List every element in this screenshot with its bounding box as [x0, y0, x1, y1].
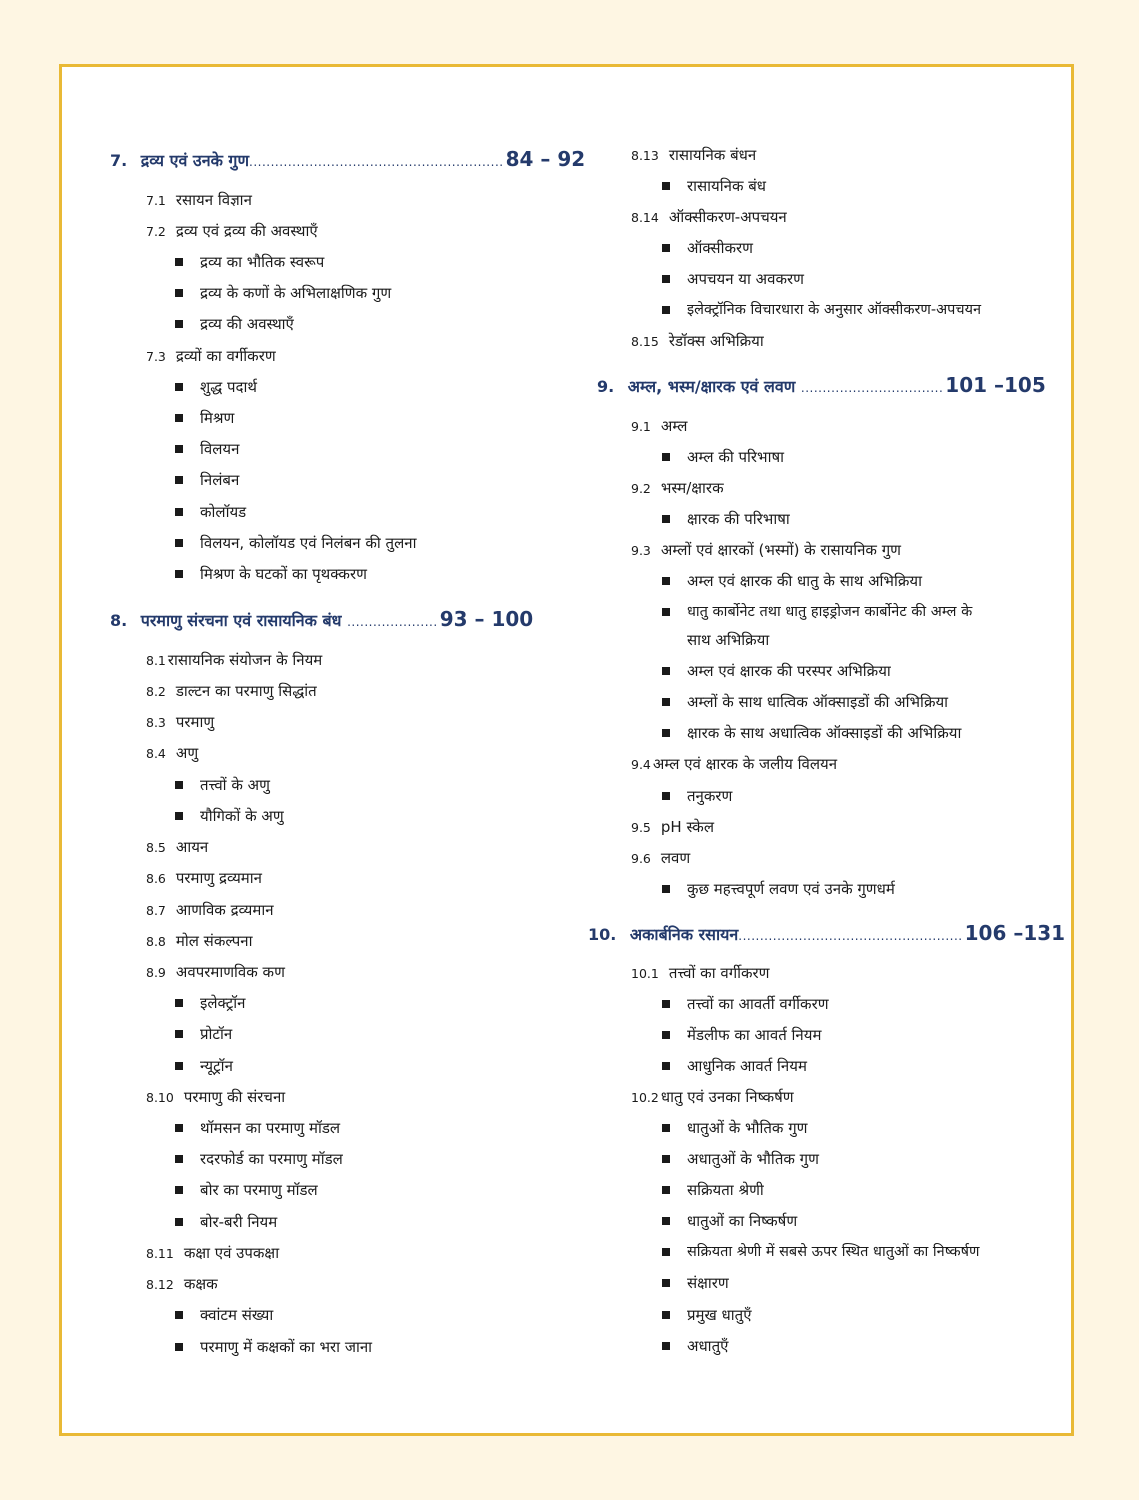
bullet-icon	[175, 414, 183, 422]
chapter-number: 8.	[110, 611, 128, 630]
section-title: अम्लों एवं क्षारकों (भस्मों) के रासायनिक गुण	[660, 541, 902, 559]
section-title: रासायनिक संयोजन के नियम	[167, 651, 323, 669]
item-text: तत्त्वों का आवर्ती वर्गीकरण	[687, 995, 829, 1013]
item-text: अधातुओं के भौतिक गुण	[687, 1150, 819, 1168]
item-text: द्रव्य की अवस्थाएँ	[200, 315, 294, 333]
section-number: 8.2	[146, 684, 166, 699]
section-title: रसायन विज्ञान	[175, 191, 252, 209]
bullet-icon	[175, 1218, 183, 1226]
section-title: परमाणु	[175, 713, 215, 731]
bullet-icon	[662, 698, 670, 706]
section-title: अम्ल	[660, 417, 688, 435]
bullet-icon	[175, 1155, 183, 1163]
item-text: प्रमुख धातुएँ	[687, 1306, 752, 1324]
section-title: परमाणु की संरचना	[183, 1088, 286, 1106]
item-text: कुछ महत्त्वपूर्ण लवण एवं उनके गुणधर्म	[687, 880, 895, 898]
bullet-icon	[175, 320, 183, 328]
list-item-continuation	[687, 630, 769, 650]
section-title: अम्ल एवं क्षारक के जलीय विलयन	[652, 755, 838, 773]
bullet-icon	[175, 1186, 183, 1194]
bullet-icon	[175, 1343, 183, 1351]
bullet-icon	[175, 258, 183, 266]
section-title: द्रव्य एवं द्रव्य की अवस्थाएँ	[175, 222, 318, 240]
section-number: 8.14	[631, 210, 659, 225]
item-text: क्वांटम संख्या	[200, 1306, 274, 1324]
bullet-icon	[662, 1279, 670, 1287]
section-number: 9.3	[631, 543, 651, 558]
item-text: यौगिकों के अणु	[200, 807, 284, 825]
chapter-title: परमाणु संरचना एवं रासायनिक बंध	[140, 611, 342, 630]
section-number: 8.10	[146, 1090, 174, 1105]
bullet-icon	[175, 476, 183, 484]
bullet-icon	[662, 1031, 670, 1039]
item-text: अपचयन या अवकरण	[687, 270, 804, 288]
item-text: बोर-बरी नियम	[200, 1213, 278, 1231]
section-title: द्रव्यों का वर्गीकरण	[175, 347, 276, 365]
section-title: लवण	[660, 849, 691, 867]
section-number: 10.2	[631, 1090, 659, 1105]
section-number: 8.11	[146, 1246, 174, 1261]
section-8-1[interactable]	[146, 650, 322, 671]
chapter-7-heading[interactable]	[110, 148, 585, 173]
section-number: 7.2	[146, 224, 166, 239]
bullet-icon	[175, 570, 183, 578]
leader-dots: ....................................................	[738, 929, 963, 943]
leader-dots: .....................	[347, 615, 438, 629]
section-10-1[interactable]	[631, 963, 770, 984]
section-number: 8.7	[146, 903, 166, 918]
section-7-2[interactable]	[146, 221, 318, 242]
bullet-icon	[662, 244, 670, 252]
section-9-4[interactable]	[631, 754, 837, 775]
item-text: सक्रियता श्रेणी	[687, 1181, 764, 1199]
section-title: आणविक द्रव्यमान	[175, 901, 274, 919]
section-8-4[interactable]	[146, 743, 198, 764]
item-text: शुद्ध पदार्थ	[200, 378, 257, 396]
chapter-title: अम्ल, भस्म/क्षारक एवं लवण	[627, 377, 796, 396]
item-text: आधुनिक आवर्त नियम	[687, 1057, 807, 1075]
bullet-icon	[175, 508, 183, 516]
item-text: ऑक्सीकरण	[687, 239, 753, 257]
item-text: परमाणु में कक्षकों का भरा जाना	[200, 1338, 373, 1356]
section-8-9[interactable]	[146, 962, 285, 983]
section-8-11[interactable]	[146, 1243, 279, 1264]
item-text: अम्ल एवं क्षारक की परस्पर अभिक्रिया	[687, 662, 891, 680]
section-title: कक्षक	[183, 1275, 218, 1293]
bullet-icon	[175, 812, 183, 820]
bullet-icon	[662, 1000, 670, 1008]
item-text: मिश्रण	[200, 409, 235, 427]
item-text: निलंबन	[200, 471, 240, 489]
bullet-icon	[662, 1186, 670, 1194]
section-number: 8.9	[146, 965, 166, 980]
bullet-icon	[175, 999, 183, 1007]
bullet-icon	[662, 453, 670, 461]
leader-dots: ...........................................................	[249, 155, 504, 169]
item-text: विलयन, कोलॉयड एवं निलंबन की तुलना	[200, 534, 417, 552]
section-8-5[interactable]	[146, 837, 208, 858]
section-8-8[interactable]	[146, 931, 253, 952]
item-text: धातु कार्बोनेट तथा धातु हाइड्रोजन कार्बोनेट की अम्ल के	[687, 604, 973, 620]
page-range: 101 –105	[945, 373, 1046, 397]
section-title: मोल संकल्पना	[175, 932, 253, 950]
page-range: 93 – 100	[439, 607, 534, 631]
bullet-icon	[662, 667, 670, 675]
section-number: 8.3	[146, 715, 166, 730]
section-number: 9.2	[631, 481, 651, 496]
item-text: कोलॉयड	[200, 503, 247, 521]
item-text: द्रव्य के कणों के अभिलाक्षणिक गुण	[200, 284, 392, 302]
bullet-icon	[662, 1217, 670, 1225]
section-number: 9.4	[631, 757, 651, 772]
section-9-2[interactable]	[631, 478, 724, 499]
section-8-12[interactable]	[146, 1274, 218, 1295]
section-8-6[interactable]	[146, 868, 262, 889]
bullet-icon	[175, 781, 183, 789]
chapter-number: 7.	[110, 151, 128, 170]
chapter-number: 9.	[597, 377, 615, 396]
section-number: 7.3	[146, 349, 166, 364]
section-number: 9.6	[631, 851, 651, 866]
bullet-icon	[662, 182, 670, 190]
bullet-icon	[662, 515, 670, 523]
item-text: सक्रियता श्रेणी में सबसे ऊपर स्थित धातुओं का निष्कर्षण	[687, 1244, 980, 1260]
section-9-1[interactable]	[631, 416, 687, 437]
bullet-icon	[175, 383, 183, 391]
section-title: रासायनिक बंधन	[668, 146, 757, 164]
section-title: अवपरमाणविक कण	[175, 963, 285, 981]
bullet-icon	[175, 1030, 183, 1038]
section-title: कक्षा एवं उपकक्षा	[183, 1244, 280, 1262]
bullet-icon	[175, 445, 183, 453]
section-number: 8.13	[631, 148, 659, 163]
chapter-title: अकार्बनिक रसायन	[629, 925, 739, 944]
section-number: 10.1	[631, 966, 659, 981]
section-7-1[interactable]	[146, 190, 252, 211]
chapter-number: 10.	[588, 925, 617, 944]
item-text: इलेक्ट्रॉनिक विचारधारा के अनुसार ऑक्सीकरण-अपचयन	[687, 302, 982, 318]
bullet-icon	[175, 1311, 183, 1319]
item-text: न्यूट्रॉन	[200, 1057, 233, 1075]
section-9-3[interactable]	[631, 540, 901, 561]
bullet-icon	[662, 577, 670, 585]
item-text: अम्लों के साथ धात्विक ऑक्साइडों की अभिक्रिया	[687, 693, 949, 711]
section-title: pH स्केल	[660, 818, 714, 836]
section-9-5[interactable]	[631, 817, 714, 838]
item-text: प्रोटॉन	[200, 1025, 233, 1043]
section-title: आयन	[175, 838, 209, 856]
bullet-icon	[662, 1311, 670, 1319]
bullet-icon	[175, 1062, 183, 1070]
section-8-13[interactable]	[631, 145, 756, 166]
page-range: 84 – 92	[505, 147, 586, 171]
section-number: 8.15	[631, 334, 659, 349]
section-title: रेडॉक्स अभिक्रिया	[668, 332, 764, 350]
bullet-icon	[662, 1124, 670, 1132]
bullet-icon	[662, 608, 670, 616]
chapter-title: द्रव्य एवं उनके गुण	[140, 151, 250, 170]
chapter-9-heading[interactable]	[597, 374, 1046, 399]
item-text: तनुकरण	[687, 787, 733, 805]
item-text: बोर का परमाणु मॉडल	[200, 1181, 318, 1199]
item-text: क्षारक के साथ अधात्विक ऑक्साइडों की अभिक्रिया	[687, 724, 962, 742]
chapter-8-heading[interactable]	[110, 608, 533, 633]
bullet-icon	[175, 1124, 183, 1132]
section-number: 9.5	[631, 820, 651, 835]
bullet-icon	[662, 1155, 670, 1163]
section-title: भस्म/क्षारक	[660, 479, 724, 497]
item-text: धातुओं के भौतिक गुण	[687, 1119, 808, 1137]
section-7-3[interactable]	[146, 346, 276, 367]
section-number: 8.6	[146, 871, 166, 886]
item-text: रासायनिक बंध	[687, 177, 767, 195]
item-text: तत्त्वों के अणु	[200, 776, 270, 794]
section-number: 8.8	[146, 934, 166, 949]
bullet-icon	[175, 539, 183, 547]
bullet-icon	[662, 275, 670, 283]
item-text: मिश्रण के घटकों का पृथक्करण	[200, 565, 367, 583]
section-title: अणु	[175, 744, 199, 762]
section-title: धातु एवं उनका निष्कर्षण	[660, 1088, 794, 1106]
section-number: 8.5	[146, 840, 166, 855]
section-8-15[interactable]	[631, 331, 764, 352]
item-text: क्षारक की परिभाषा	[687, 510, 790, 528]
section-number: 8.4	[146, 746, 166, 761]
section-9-6[interactable]	[631, 848, 690, 869]
bullet-icon	[175, 289, 183, 297]
item-text: थॉमसन का परमाणु मॉडल	[200, 1119, 341, 1137]
item-text: रदरफोर्ड का परमाणु मॉडल	[200, 1150, 343, 1168]
bullet-icon	[662, 1248, 670, 1256]
item-text: धातुओं का निष्कर्षण	[687, 1212, 798, 1230]
bullet-icon	[662, 1062, 670, 1070]
section-number: 8.1	[146, 653, 166, 668]
item-text: साथ अभिक्रिया	[687, 631, 770, 649]
chapter-10-heading[interactable]	[588, 922, 1065, 947]
section-number: 9.1	[631, 419, 651, 434]
item-text: अधातुएँ	[687, 1337, 729, 1355]
bullet-icon	[662, 792, 670, 800]
bullet-icon	[662, 1342, 670, 1350]
section-title: ऑक्सीकरण-अपचयन	[668, 208, 787, 226]
section-number: 7.1	[146, 193, 166, 208]
item-text: अम्ल एवं क्षारक की धातु के साथ अभिक्रिया	[687, 572, 922, 590]
section-8-10[interactable]	[146, 1087, 285, 1108]
page-range: 106 –131	[964, 921, 1066, 945]
item-text: विलयन	[200, 440, 240, 458]
bullet-icon	[662, 729, 670, 737]
bullet-icon	[662, 306, 670, 314]
item-text: मेंडलीफ का आवर्त नियम	[687, 1026, 822, 1044]
section-8-2[interactable]	[146, 681, 317, 702]
section-title: तत्त्वों का वर्गीकरण	[668, 964, 770, 982]
item-text: अम्ल की परिभाषा	[687, 448, 785, 466]
bullet-icon	[662, 885, 670, 893]
section-number: 8.12	[146, 1277, 174, 1292]
leader-dots: .................................	[800, 381, 944, 395]
section-title: डाल्टन का परमाणु सिद्धांत	[175, 682, 317, 700]
section-8-14[interactable]	[631, 207, 787, 228]
section-8-3[interactable]	[146, 712, 214, 733]
section-title: परमाणु द्रव्यमान	[175, 869, 262, 887]
section-8-7[interactable]	[146, 900, 274, 921]
item-text: इलेक्ट्रॉन	[200, 994, 246, 1012]
item-text: संक्षारण	[687, 1274, 729, 1292]
item-text: द्रव्य का भौतिक स्वरूप	[200, 253, 325, 271]
section-10-2[interactable]	[631, 1087, 794, 1108]
